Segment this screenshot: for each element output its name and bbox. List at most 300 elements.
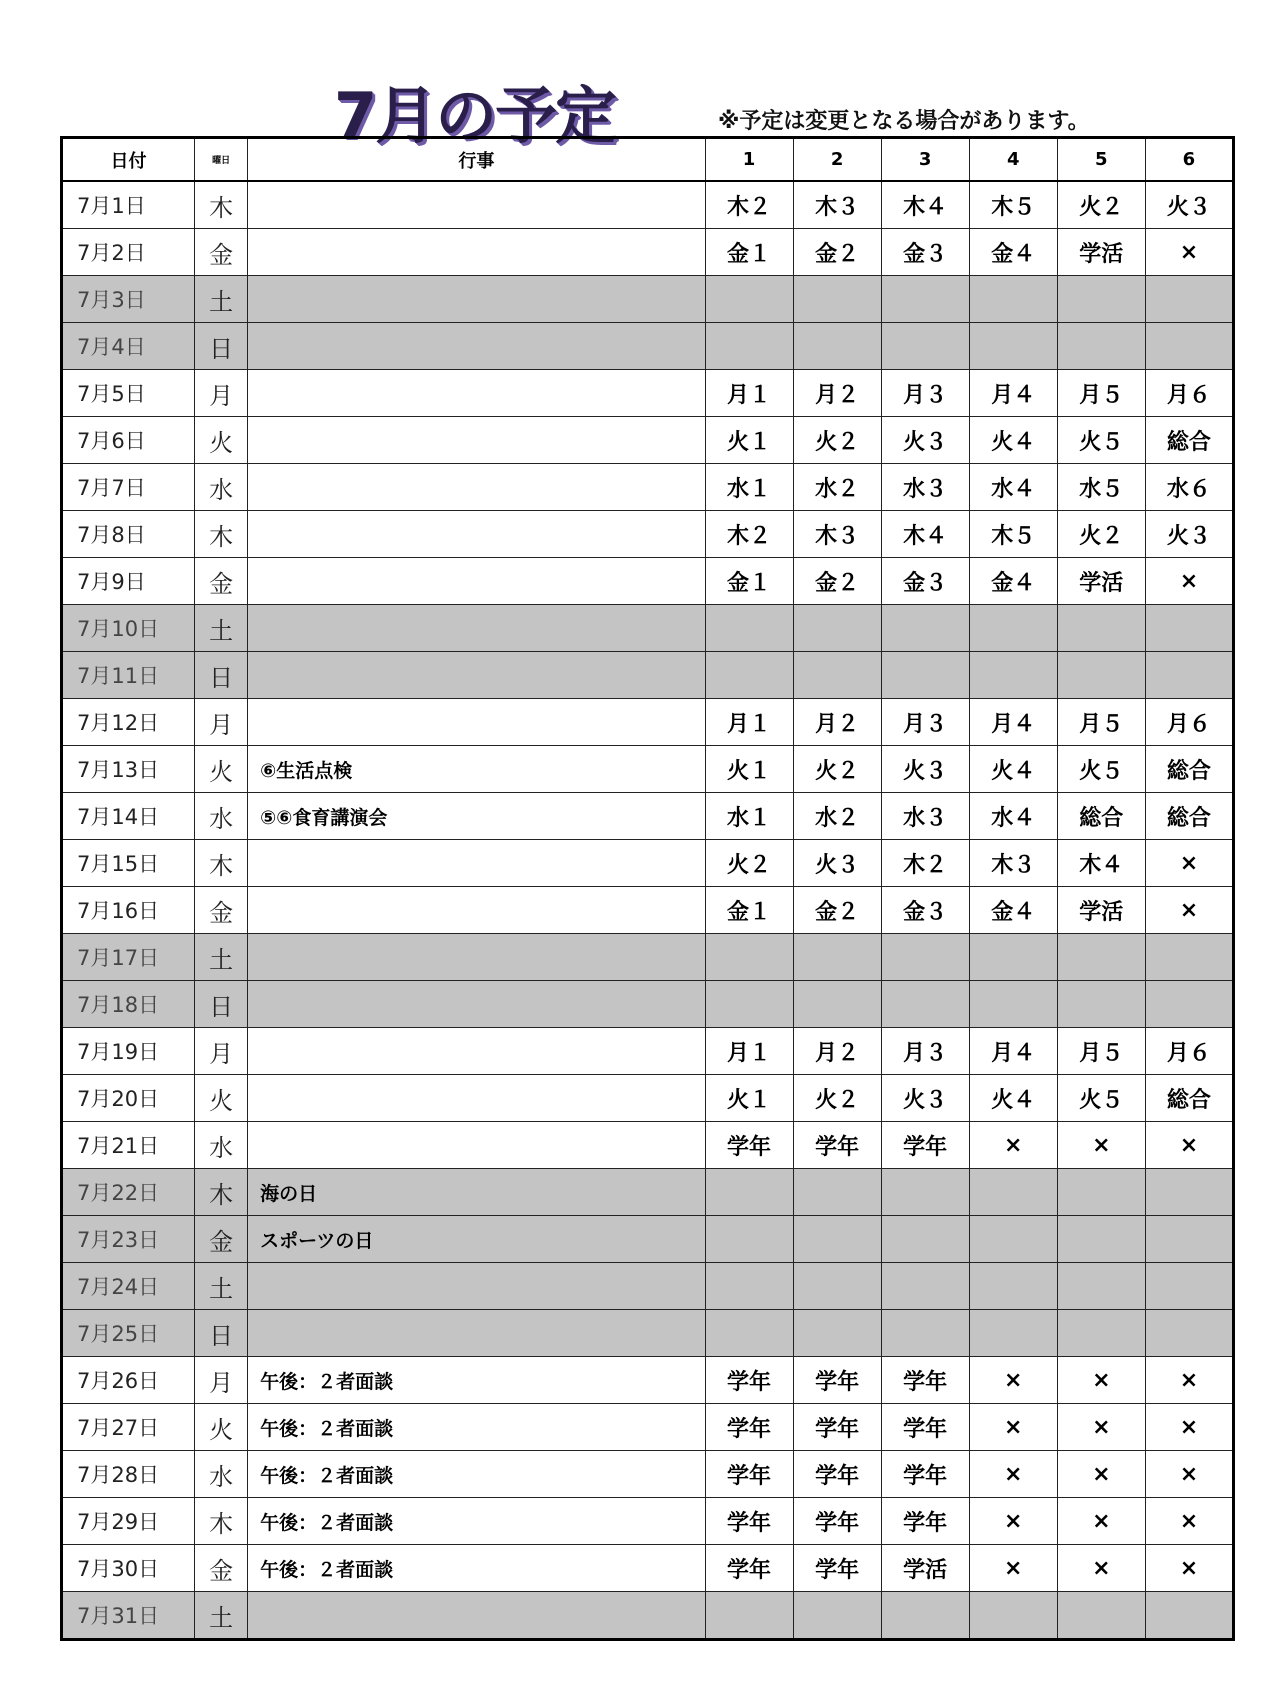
period-2-cell	[793, 934, 881, 981]
schedule-row	[62, 1216, 1234, 1263]
period-1-cell	[705, 934, 793, 981]
period-1-cell: 火１	[705, 417, 793, 464]
period-4-cell: ×	[969, 1357, 1057, 1404]
period-6-cell	[1145, 323, 1233, 370]
event-cell: 午後：２者面談	[248, 1545, 705, 1592]
period-5-cell	[1057, 934, 1145, 981]
period-2-cell	[793, 323, 881, 370]
event-cell: 海の日	[248, 1169, 705, 1216]
schedule-row	[62, 370, 1234, 417]
period-6-cell: ×	[1145, 1357, 1233, 1404]
schedule-row	[62, 511, 1234, 558]
period-1-cell	[705, 323, 793, 370]
event-cell: 午後：２者面談	[248, 1357, 705, 1404]
period-6-cell: ×	[1145, 887, 1233, 934]
schedule-row	[62, 605, 1234, 652]
day-of-week-cell: 金	[195, 1216, 248, 1263]
period-4-cell: ×	[969, 1545, 1057, 1592]
schedule-row	[62, 1498, 1234, 1545]
period-6-cell: 水６	[1145, 464, 1233, 511]
day-of-week-cell: 水	[195, 793, 248, 840]
schedule-body	[62, 181, 1234, 1640]
day-of-week-cell: 土	[195, 605, 248, 652]
date-cell: 7月8日	[62, 511, 195, 558]
day-of-week-cell: 水	[195, 464, 248, 511]
day-of-week-cell: 木	[195, 1169, 248, 1216]
period-5-header: 5	[1057, 138, 1145, 182]
date-cell: 7月14日	[62, 793, 195, 840]
event-cell: 午後：２者面談	[248, 1451, 705, 1498]
period-3-cell	[881, 934, 969, 981]
period-5-cell: 火５	[1057, 746, 1145, 793]
date-cell: 7月28日	[62, 1451, 195, 1498]
date-cell: 7月3日	[62, 276, 195, 323]
period-2-cell: 水２	[793, 793, 881, 840]
period-2-cell: 月２	[793, 699, 881, 746]
day-of-week-cell: 水	[195, 1451, 248, 1498]
period-5-cell: 総合	[1057, 793, 1145, 840]
period-5-cell	[1057, 323, 1145, 370]
period-4-cell: ×	[969, 1498, 1057, 1545]
period-4-cell	[969, 1169, 1057, 1216]
event-cell	[248, 1075, 705, 1122]
date-cell: 7月19日	[62, 1028, 195, 1075]
date-cell: 7月18日	[62, 981, 195, 1028]
period-2-cell: 木３	[793, 511, 881, 558]
period-2-cell: 学年	[793, 1498, 881, 1545]
period-4-cell: ×	[969, 1451, 1057, 1498]
period-2-cell	[793, 276, 881, 323]
period-2-cell	[793, 1169, 881, 1216]
period-1-cell	[705, 652, 793, 699]
schedule-row	[62, 1263, 1234, 1310]
period-4-cell	[969, 1592, 1057, 1640]
event-cell	[248, 934, 705, 981]
period-3-cell: 金３	[881, 229, 969, 276]
period-3-cell: 木２	[881, 840, 969, 887]
day-of-week-cell: 火	[195, 746, 248, 793]
period-1-cell: 金１	[705, 887, 793, 934]
period-2-cell: 学年	[793, 1357, 881, 1404]
date-cell: 7月15日	[62, 840, 195, 887]
period-2-cell: 月２	[793, 370, 881, 417]
period-3-cell	[881, 1263, 969, 1310]
period-1-cell	[705, 1592, 793, 1640]
schedule-row	[62, 417, 1234, 464]
period-3-cell	[881, 276, 969, 323]
period-5-cell: ×	[1057, 1451, 1145, 1498]
period-4-cell	[969, 1216, 1057, 1263]
day-of-week-cell: 日	[195, 1310, 248, 1357]
event-cell	[248, 1122, 705, 1169]
period-1-cell: 月１	[705, 370, 793, 417]
period-5-cell: 火２	[1057, 181, 1145, 229]
schedule-row	[62, 793, 1234, 840]
period-4-cell: 月４	[969, 1028, 1057, 1075]
period-3-cell: 木４	[881, 511, 969, 558]
day-of-week-cell: 月	[195, 1028, 248, 1075]
day-of-week-cell: 木	[195, 1498, 248, 1545]
header-row	[62, 138, 1234, 182]
event-cell: スポーツの日	[248, 1216, 705, 1263]
period-3-cell: 金３	[881, 558, 969, 605]
period-1-cell: 金１	[705, 229, 793, 276]
period-2-cell: 学年	[793, 1451, 881, 1498]
event-cell	[248, 181, 705, 229]
day-of-week-cell: 月	[195, 1357, 248, 1404]
period-2-cell	[793, 1592, 881, 1640]
period-3-cell	[881, 1310, 969, 1357]
period-3-cell: 金３	[881, 887, 969, 934]
date-cell: 7月10日	[62, 605, 195, 652]
schedule-row	[62, 181, 1234, 229]
event-cell	[248, 370, 705, 417]
date-cell: 7月27日	[62, 1404, 195, 1451]
schedule-row	[62, 887, 1234, 934]
period-6-header: 6	[1145, 138, 1233, 182]
period-2-cell: 学年	[793, 1122, 881, 1169]
period-1-cell: 学年	[705, 1451, 793, 1498]
period-5-cell	[1057, 1310, 1145, 1357]
schedule-row	[62, 934, 1234, 981]
period-2-header: 2	[793, 138, 881, 182]
period-3-cell: 学年	[881, 1404, 969, 1451]
period-6-cell	[1145, 652, 1233, 699]
period-1-cell: 学年	[705, 1545, 793, 1592]
day-of-week-cell: 金	[195, 558, 248, 605]
day-of-week-cell: 火	[195, 417, 248, 464]
period-1-cell: 水１	[705, 793, 793, 840]
period-6-cell: 月６	[1145, 370, 1233, 417]
period-1-cell: 月１	[705, 699, 793, 746]
period-3-cell	[881, 1169, 969, 1216]
schedule-row	[62, 981, 1234, 1028]
day-of-week-cell: 月	[195, 699, 248, 746]
schedule-table	[60, 136, 1235, 1641]
period-1-cell: 火１	[705, 1075, 793, 1122]
period-2-cell: 金２	[793, 558, 881, 605]
period-4-cell: 水４	[969, 793, 1057, 840]
period-4-cell	[969, 981, 1057, 1028]
date-cell: 7月24日	[62, 1263, 195, 1310]
schedule-row	[62, 1122, 1234, 1169]
period-3-cell: 火３	[881, 746, 969, 793]
event-cell	[248, 511, 705, 558]
period-5-cell: 水５	[1057, 464, 1145, 511]
date-cell: 7月26日	[62, 1357, 195, 1404]
period-6-cell: ×	[1145, 558, 1233, 605]
day-of-week-cell: 金	[195, 887, 248, 934]
schedule-row	[62, 229, 1234, 276]
period-3-cell	[881, 605, 969, 652]
period-5-cell	[1057, 1169, 1145, 1216]
period-6-cell: 火３	[1145, 511, 1233, 558]
period-3-cell: 学年	[881, 1498, 969, 1545]
period-1-cell: 火２	[705, 840, 793, 887]
period-2-cell: 金２	[793, 229, 881, 276]
date-cell: 7月1日	[62, 181, 195, 229]
period-1-cell	[705, 605, 793, 652]
period-4-cell	[969, 652, 1057, 699]
schedule-row	[62, 1357, 1234, 1404]
period-4-cell	[969, 605, 1057, 652]
period-5-cell: 学活	[1057, 229, 1145, 276]
period-5-cell: 月５	[1057, 370, 1145, 417]
period-3-cell	[881, 323, 969, 370]
page-title: 7月の予定	[334, 79, 616, 152]
day-of-week-cell: 土	[195, 1592, 248, 1640]
period-1-cell: 金１	[705, 558, 793, 605]
period-6-cell	[1145, 1216, 1233, 1263]
period-1-cell: 木２	[705, 511, 793, 558]
schedule-row	[62, 1075, 1234, 1122]
period-3-cell: 月３	[881, 370, 969, 417]
period-4-cell: 木５	[969, 511, 1057, 558]
period-2-cell	[793, 652, 881, 699]
period-1-cell: 学年	[705, 1404, 793, 1451]
period-3-cell: 学年	[881, 1357, 969, 1404]
date-cell: 7月30日	[62, 1545, 195, 1592]
period-2-cell: 水２	[793, 464, 881, 511]
period-1-cell: 学年	[705, 1357, 793, 1404]
event-cell	[248, 417, 705, 464]
period-6-cell	[1145, 605, 1233, 652]
period-3-cell: 水３	[881, 464, 969, 511]
period-6-cell	[1145, 1263, 1233, 1310]
date-cell: 7月7日	[62, 464, 195, 511]
period-2-cell	[793, 981, 881, 1028]
period-5-cell: 火２	[1057, 511, 1145, 558]
date-cell: 7月2日	[62, 229, 195, 276]
period-4-cell: 木５	[969, 181, 1057, 229]
period-4-cell: 火４	[969, 746, 1057, 793]
period-5-cell: ×	[1057, 1122, 1145, 1169]
period-5-cell: 月５	[1057, 1028, 1145, 1075]
period-4-cell	[969, 323, 1057, 370]
schedule-row	[62, 558, 1234, 605]
period-5-cell	[1057, 1263, 1145, 1310]
event-cell: 午後：２者面談	[248, 1498, 705, 1545]
date-cell: 7月4日	[62, 323, 195, 370]
date-cell: 7月13日	[62, 746, 195, 793]
period-2-cell: 月２	[793, 1028, 881, 1075]
period-6-cell: ×	[1145, 1498, 1233, 1545]
period-6-cell: 総合	[1145, 417, 1233, 464]
day-of-week-cell: 火	[195, 1404, 248, 1451]
period-1-cell: 学年	[705, 1498, 793, 1545]
event-cell	[248, 1592, 705, 1640]
period-6-cell: ×	[1145, 1545, 1233, 1592]
period-6-cell	[1145, 981, 1233, 1028]
day-of-week-cell: 土	[195, 1263, 248, 1310]
day-of-week-cell: 木	[195, 511, 248, 558]
period-4-cell	[969, 934, 1057, 981]
period-4-cell: 木３	[969, 840, 1057, 887]
period-2-cell: 火２	[793, 1075, 881, 1122]
period-1-header: 1	[705, 138, 793, 182]
period-3-cell: 学年	[881, 1451, 969, 1498]
date-cell: 7月5日	[62, 370, 195, 417]
period-1-cell: 火１	[705, 746, 793, 793]
period-5-cell: 月５	[1057, 699, 1145, 746]
period-5-cell: 火５	[1057, 417, 1145, 464]
event-cell	[248, 887, 705, 934]
schedule-note: ※予定は変更となる場合があります。	[718, 109, 1090, 134]
date-cell: 7月25日	[62, 1310, 195, 1357]
date-cell: 7月20日	[62, 1075, 195, 1122]
date-cell: 7月11日	[62, 652, 195, 699]
date-cell: 7月12日	[62, 699, 195, 746]
event-cell: ⑥生活点検	[248, 746, 705, 793]
period-5-cell	[1057, 605, 1145, 652]
period-3-cell: 火３	[881, 417, 969, 464]
period-1-cell	[705, 1169, 793, 1216]
period-3-cell: 学年	[881, 1122, 969, 1169]
schedule-row	[62, 1169, 1234, 1216]
period-1-cell	[705, 1216, 793, 1263]
period-3-cell: 火３	[881, 1075, 969, 1122]
day-of-week-cell: 木	[195, 181, 248, 229]
schedule-row	[62, 1592, 1234, 1640]
schedule-row	[62, 1404, 1234, 1451]
period-2-cell: 金２	[793, 887, 881, 934]
period-6-cell: ×	[1145, 1122, 1233, 1169]
period-1-cell	[705, 1310, 793, 1357]
period-5-cell	[1057, 276, 1145, 323]
period-2-cell	[793, 1263, 881, 1310]
period-6-cell: 総合	[1145, 1075, 1233, 1122]
period-5-cell: ×	[1057, 1404, 1145, 1451]
schedule-row	[62, 1310, 1234, 1357]
period-1-cell: 木２	[705, 181, 793, 229]
period-5-cell: 火５	[1057, 1075, 1145, 1122]
period-2-cell: 火３	[793, 840, 881, 887]
event-cell	[248, 229, 705, 276]
period-5-cell: ×	[1057, 1498, 1145, 1545]
schedule-row	[62, 1028, 1234, 1075]
period-5-cell: 学活	[1057, 887, 1145, 934]
period-4-header: 4	[969, 138, 1057, 182]
period-3-cell	[881, 652, 969, 699]
period-6-cell: ×	[1145, 840, 1233, 887]
period-4-cell: 金４	[969, 229, 1057, 276]
period-4-cell: 火４	[969, 417, 1057, 464]
schedule-row	[62, 1545, 1234, 1592]
event-cell	[248, 323, 705, 370]
period-2-cell: 火２	[793, 417, 881, 464]
event-cell	[248, 652, 705, 699]
day-of-week-cell: 日	[195, 652, 248, 699]
period-4-cell: ×	[969, 1122, 1057, 1169]
period-4-cell: 金４	[969, 887, 1057, 934]
period-3-cell: 月３	[881, 1028, 969, 1075]
date-cell: 7月23日	[62, 1216, 195, 1263]
event-cell	[248, 1263, 705, 1310]
period-5-cell: 木４	[1057, 840, 1145, 887]
day-of-week-cell: 火	[195, 1075, 248, 1122]
schedule-row	[62, 699, 1234, 746]
date-cell: 7月17日	[62, 934, 195, 981]
period-4-cell: ×	[969, 1404, 1057, 1451]
day-of-week-cell: 月	[195, 370, 248, 417]
schedule-row	[62, 746, 1234, 793]
date-cell: 7月31日	[62, 1592, 195, 1640]
day-of-week-cell: 土	[195, 276, 248, 323]
date-cell: 7月22日	[62, 1169, 195, 1216]
period-2-cell	[793, 605, 881, 652]
period-6-cell: 総合	[1145, 793, 1233, 840]
period-5-cell: 学活	[1057, 558, 1145, 605]
event-cell	[248, 558, 705, 605]
period-4-cell: 月４	[969, 370, 1057, 417]
period-3-header: 3	[881, 138, 969, 182]
period-6-cell	[1145, 934, 1233, 981]
period-3-cell	[881, 1216, 969, 1263]
period-3-cell	[881, 1592, 969, 1640]
period-1-cell	[705, 981, 793, 1028]
period-2-cell	[793, 1310, 881, 1357]
event-cell: ⑤⑥食育講演会	[248, 793, 705, 840]
date-cell: 7月9日	[62, 558, 195, 605]
period-2-cell: 学年	[793, 1404, 881, 1451]
period-4-cell	[969, 1310, 1057, 1357]
period-1-cell	[705, 276, 793, 323]
period-2-cell: 学年	[793, 1545, 881, 1592]
period-3-cell: 水３	[881, 793, 969, 840]
period-6-cell	[1145, 1310, 1233, 1357]
day-of-week-cell: 木	[195, 840, 248, 887]
event-cell	[248, 464, 705, 511]
schedule-row	[62, 276, 1234, 323]
date-cell: 7月6日	[62, 417, 195, 464]
day-of-week-cell: 金	[195, 1545, 248, 1592]
day-of-week-cell: 日	[195, 323, 248, 370]
period-6-cell	[1145, 1169, 1233, 1216]
period-4-cell	[969, 276, 1057, 323]
period-6-cell: ×	[1145, 1404, 1233, 1451]
date-cell: 7月16日	[62, 887, 195, 934]
period-6-cell: ×	[1145, 229, 1233, 276]
period-6-cell	[1145, 276, 1233, 323]
period-4-cell	[969, 1263, 1057, 1310]
period-5-cell	[1057, 1216, 1145, 1263]
period-3-cell: 学活	[881, 1545, 969, 1592]
schedule-row	[62, 652, 1234, 699]
period-5-cell: ×	[1057, 1545, 1145, 1592]
date-cell: 7月21日	[62, 1122, 195, 1169]
date-cell: 7月29日	[62, 1498, 195, 1545]
event-cell	[248, 605, 705, 652]
period-5-cell	[1057, 981, 1145, 1028]
period-3-cell	[881, 981, 969, 1028]
day-of-week-cell: 水	[195, 1122, 248, 1169]
schedule-row	[62, 840, 1234, 887]
day-of-week-cell: 日	[195, 981, 248, 1028]
period-4-cell: 水４	[969, 464, 1057, 511]
schedule-row	[62, 464, 1234, 511]
period-5-cell: ×	[1057, 1357, 1145, 1404]
period-4-cell: 火４	[969, 1075, 1057, 1122]
period-1-cell: 水１	[705, 464, 793, 511]
period-5-cell	[1057, 1592, 1145, 1640]
period-6-cell: ×	[1145, 1451, 1233, 1498]
period-2-cell: 火２	[793, 746, 881, 793]
period-5-cell	[1057, 652, 1145, 699]
period-2-cell	[793, 1216, 881, 1263]
period-6-cell: 総合	[1145, 746, 1233, 793]
event-cell	[248, 276, 705, 323]
date-column-header: 日付	[62, 138, 195, 182]
